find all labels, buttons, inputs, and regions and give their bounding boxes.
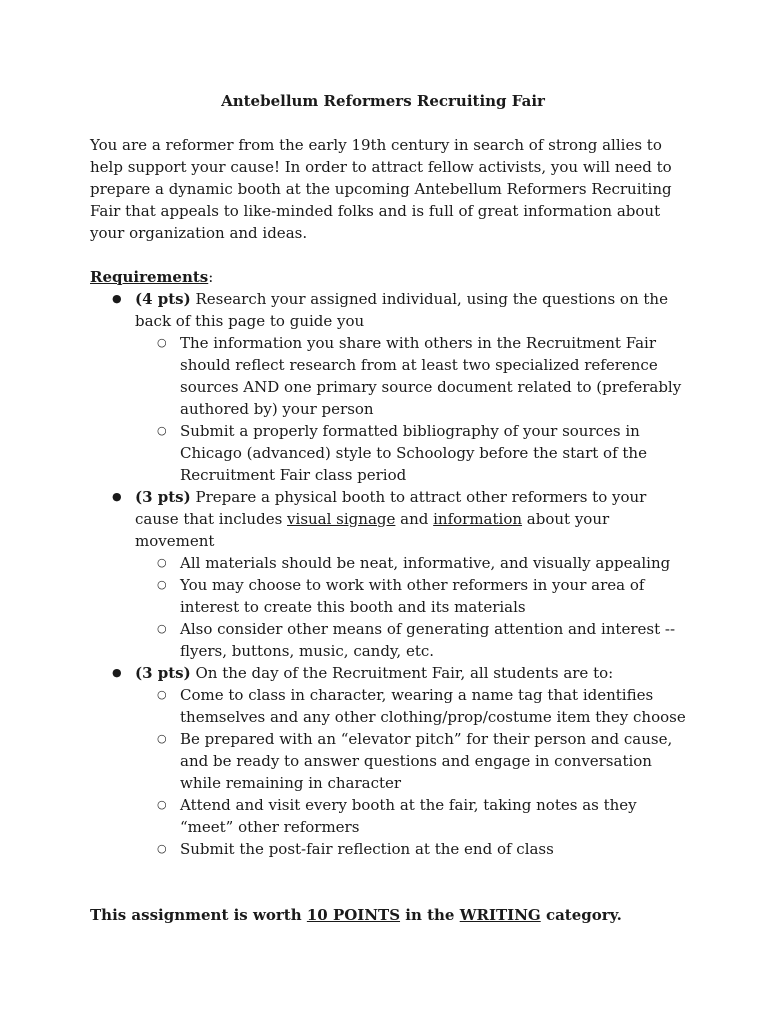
sub-item: ○ Also consider other means of generating attention and interest -- flyers, buttons, music, candy, etc. — [135, 618, 690, 662]
requirement-item-research — [90, 288, 690, 486]
sub-item: ○ Be prepared with an “elevator pitch” for their person and cause, and be ready to answer questions and engage in conversation while remaining in character — [135, 728, 690, 794]
sub-item: ○ All materials should be neat, informative, and visually appealing — [135, 552, 690, 574]
requirement-sublist — [135, 332, 690, 486]
intro-paragraph: You are a reformer from the early 19th century in search of strong allies to help support your cause! In order to attract fellow activists, you will need to prepare a dynamic booth at the upcoming Antebellum Reformers Recruiting Fair that appeals to like-minded folks and is full of great information about your organization and ideas. — [90, 136, 672, 242]
requirement-text: On the day of the Recruitment Fair, all students are to: — [190, 664, 614, 682]
grading-text: in the — [400, 906, 460, 924]
requirement-text: and — [395, 510, 434, 528]
requirement-text: about your movement — [135, 510, 610, 550]
requirement-points: (3 pts) — [135, 488, 191, 506]
requirement-item-fair-day — [90, 662, 690, 860]
sub-item: ○ The information you share with others in the Recruitment Fair should reflect research from at least two specialized reference sources AND one primary source document related to (preferably authored by) your person — [135, 332, 690, 420]
requirements-colon: : — [208, 268, 214, 286]
document-title: Antebellum Reformers Recruiting Fair — [221, 92, 545, 110]
requirements-heading-text: Requirements — [90, 268, 209, 286]
grading-text: category. — [540, 906, 622, 924]
sub-item: ○ Submit the post-fair reflection at the end of class — [135, 838, 690, 860]
grading-note — [90, 904, 690, 926]
requirement-item-booth — [90, 486, 690, 662]
requirement-text: Research your assigned individual, using the questions on the back of this page to guide you — [135, 290, 668, 330]
requirement-text: Prepare a physical booth to attract other reformers to your cause that includes — [135, 488, 647, 528]
requirements-heading — [90, 266, 690, 288]
grading-category: WRITING — [459, 906, 541, 924]
requirement-points: (4 pts) — [135, 290, 191, 308]
requirement-sublist — [135, 684, 690, 860]
document-page — [90, 90, 690, 941]
grading-text: This assignment is worth — [90, 906, 307, 924]
sub-item: ○ Come to class in character, wearing a name tag that identifies themselves and any other clothing/prop/costume item they choose — [135, 684, 690, 728]
sub-item: ○ Attend and visit every booth at the fair, taking notes as they “meet” other reformers — [135, 794, 690, 838]
underlined-term: information — [433, 510, 523, 528]
requirements-list — [90, 288, 690, 860]
requirement-points: (3 pts) — [135, 664, 191, 682]
underlined-term: visual signage — [287, 510, 396, 528]
sub-item: ○ You may choose to work with other reformers in your area of interest to create this booth and its materials — [135, 574, 690, 618]
sub-item: ○ Submit a properly formatted bibliography of your sources in Chicago (advanced) style to Schoology before the start of the Recruitment Fair class period — [135, 420, 690, 486]
requirement-sublist — [135, 552, 690, 662]
grading-points: 10 POINTS — [306, 906, 401, 924]
